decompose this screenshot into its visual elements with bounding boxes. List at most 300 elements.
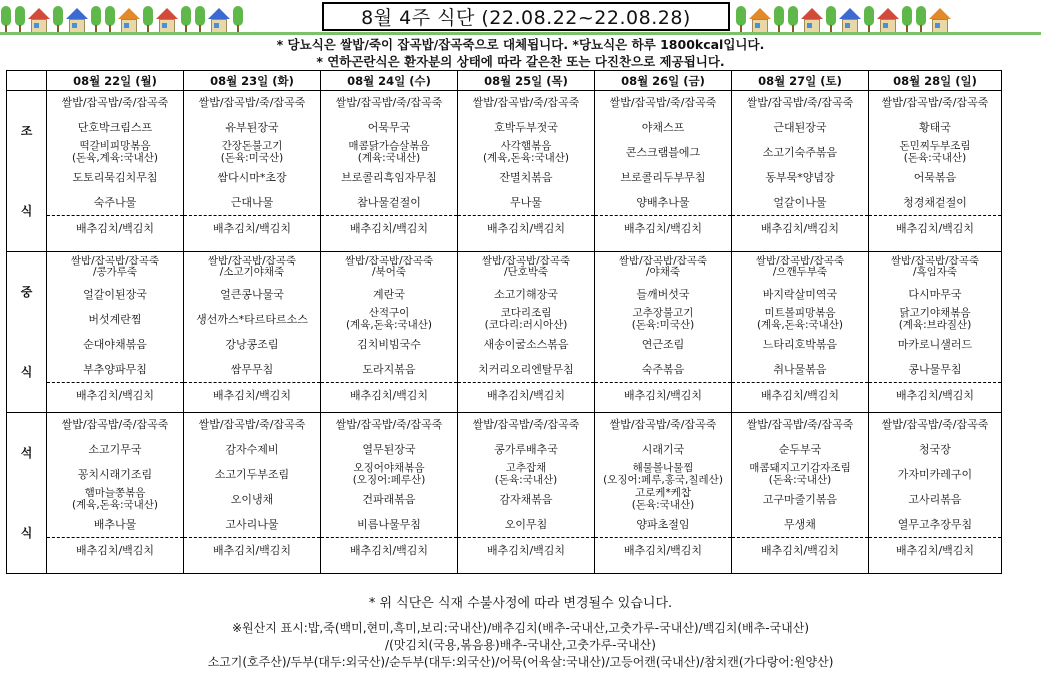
dish-text: 감자수제비 (225, 442, 279, 456)
dish-text: 쌀밥/잡곡밥/잡곡죽 (481, 254, 571, 267)
tree-icon (142, 6, 154, 34)
dish-item (321, 487, 457, 512)
dish-item (458, 357, 594, 383)
dish-text: (오징어:페루산) (352, 473, 426, 486)
staple-item (869, 252, 1001, 282)
dish-text: 시래기국 (641, 442, 685, 456)
dish-text: 바지락살미역국 (762, 287, 838, 301)
lunch-row (7, 252, 1002, 413)
dinner-row (7, 413, 1002, 574)
dish-text: (돈육:국내산) (631, 498, 695, 511)
dish-text: /으깬두부죽 (772, 266, 828, 278)
dish-text: 배추김치/백김치 (895, 221, 975, 235)
dish-item (184, 512, 320, 538)
dish-item (184, 165, 320, 190)
staple-item (869, 413, 1001, 437)
dish-item (184, 437, 320, 462)
dish-item (732, 437, 868, 462)
house-icon (208, 8, 230, 34)
dish-item (47, 462, 183, 487)
day-menu-cell (869, 413, 1002, 574)
dish-text: 계란국 (373, 287, 405, 301)
kimchi-item (321, 538, 457, 563)
dish-text: 브로콜리두부무침 (620, 170, 706, 184)
dish-text: 돈민찌두부조림 (899, 140, 971, 152)
dish-item (321, 332, 457, 357)
dish-text: 고사리나물 (225, 517, 279, 531)
dish-text: 배추김치/백김치 (486, 221, 566, 235)
dish-text: 유부된장국 (225, 120, 279, 134)
staple-item (458, 252, 594, 282)
dish-text: 숙주볶음 (641, 362, 685, 376)
dish-text: 오이무침 (504, 517, 548, 531)
dish-text: 간장돈불고기 (221, 140, 283, 152)
dish-text: 도라지볶음 (362, 362, 416, 376)
day-menu-cell (732, 413, 869, 574)
dish-text: 오징어야채볶음 (353, 462, 425, 474)
dish-text: 부추양파무침 (83, 362, 147, 376)
kimchi-item (458, 216, 594, 241)
dish-text: 황태국 (919, 120, 951, 134)
dish-text: 소고기무국 (88, 442, 142, 456)
house-icon (929, 8, 951, 34)
day-header: 08월 24일 (수) (321, 71, 458, 91)
dish-text: 쌀밥/잡곡밥/죽/잡곡죽 (61, 418, 169, 431)
dish-text: 쌀밥/잡곡밥/죽/잡곡죽 (198, 96, 306, 109)
dish-item (184, 332, 320, 357)
dish-item (595, 307, 731, 332)
kimchi-item (47, 383, 183, 408)
dish-text: 배추김치/백김치 (623, 543, 703, 557)
staple-item (47, 91, 183, 115)
dish-text: 콩나물무침 (908, 362, 962, 376)
dish-item (184, 307, 320, 332)
staple-item (321, 91, 457, 115)
dish-text: (오징어:페루,홍국,칠레산) (603, 473, 723, 486)
dish-item (595, 190, 731, 216)
dish-text: 어묵무국 (367, 120, 411, 134)
dish-text: 무나물 (510, 195, 542, 209)
dish-text: 들깨버섯국 (636, 287, 690, 301)
day-menu-cell (47, 252, 184, 413)
staple-item (732, 413, 868, 437)
dish-text: 배추김치/백김치 (486, 543, 566, 557)
dish-text: 배추김치/백김치 (895, 543, 975, 557)
dish-text: 쌀밥/잡곡밥/죽/잡곡죽 (335, 96, 443, 109)
kimchi-item (184, 383, 320, 408)
dish-item (595, 512, 731, 538)
weekly-menu-table (6, 70, 1002, 574)
day-header: 08월 25일 (목) (458, 71, 595, 91)
staple-item (595, 91, 731, 115)
staple-item (595, 252, 731, 282)
dish-text: 얼갈이된장국 (83, 287, 147, 301)
dish-text: 무생채 (784, 517, 816, 531)
kimchi-item (47, 538, 183, 563)
dish-item (321, 140, 457, 165)
dish-text: 산적구이 (368, 307, 410, 319)
dish-text: 새송이굴소스볶음 (483, 337, 569, 351)
tree-icon (825, 6, 837, 34)
dish-text: 순두부국 (778, 442, 822, 456)
dish-text: 단호박크림스프 (77, 120, 153, 134)
dish-text: 떡갈비피망볶음 (79, 140, 151, 152)
dish-text: (계육,돈육:국내산) (345, 318, 433, 331)
dish-text: (돈육,계육:국내산) (71, 151, 159, 164)
dish-text: 미트볼피망볶음 (764, 307, 836, 319)
dish-text: (계육,돈육:국내산) (71, 498, 159, 511)
dish-item (869, 282, 1001, 307)
dish-text: (계육:브라질산) (898, 318, 972, 331)
dish-text: (코다리:러시아산) (484, 318, 568, 331)
dish-text: 청국장 (919, 442, 951, 456)
day-menu-cell (458, 252, 595, 413)
kimchi-item (869, 383, 1001, 408)
dish-item (458, 165, 594, 190)
header-banner (0, 0, 1041, 36)
dish-item (869, 487, 1001, 512)
day-menu-cell (458, 91, 595, 252)
day-header: 08월 22일 (월) (47, 71, 184, 91)
kimchi-item (321, 216, 457, 241)
tree-icon (863, 6, 875, 34)
dish-text: 쌀밥/잡곡밥/죽/잡곡죽 (746, 418, 854, 431)
house-icon (118, 8, 140, 34)
day-header-row (7, 71, 1002, 91)
dish-item (869, 512, 1001, 538)
day-menu-cell (458, 413, 595, 574)
dish-text: 동부묵*양념장 (765, 170, 835, 184)
dish-text: /흑임자죽 (912, 266, 958, 278)
dish-text: 배추김치/백김치 (486, 388, 566, 402)
dish-text: (돈육:국내산) (903, 151, 967, 164)
meal-label-top: 중 (20, 285, 33, 299)
change-notice: * 위 식단은 식재 수불사정에 따라 변경될수 있습니다. (368, 596, 673, 611)
staple-item (458, 413, 594, 437)
day-menu-cell (321, 91, 458, 252)
dish-text: 배추김치/백김치 (212, 543, 292, 557)
day-menu-cell (184, 413, 321, 574)
dish-item (458, 512, 594, 538)
dish-text: 쌀밥/잡곡밥/잡곡죽 (70, 254, 160, 267)
dish-text: 쌀밥/잡곡밥/죽/잡곡죽 (609, 96, 717, 109)
dish-text: 다시마무국 (908, 287, 962, 301)
dish-text: 해물볼나물찜 (632, 462, 694, 474)
meal-label-bottom: 식 (20, 204, 33, 218)
dish-item (869, 357, 1001, 383)
dish-text: 근대된장국 (773, 120, 827, 134)
dish-item (47, 332, 183, 357)
dish-text: 쌀밥/잡곡밥/죽/잡곡죽 (335, 418, 443, 431)
dish-item (184, 115, 320, 140)
dish-text: 배추김치/백김치 (212, 221, 292, 235)
dish-item (595, 357, 731, 383)
dish-text: 취나물볶음 (773, 362, 827, 376)
staple-item (184, 252, 320, 282)
dish-text: 숙주나물 (93, 195, 137, 209)
dish-text: 근대나물 (230, 195, 274, 209)
lunch-label (7, 252, 47, 413)
dish-text: (계육,돈육:국내산) (756, 318, 844, 331)
origin-line-1: ※원산지 표시:밥,죽(백미,현미,흑미,보리:국내산)/배추김치(배추-국내산,고춧가루-국내산)/백김치(배추-국내산) (231, 621, 810, 635)
dish-text: 쌀밥/잡곡밥/죽/잡곡죽 (472, 418, 580, 431)
tree-icon (14, 6, 26, 34)
dish-text: 양파초절임 (636, 517, 690, 531)
dish-item (869, 332, 1001, 357)
dish-item (869, 140, 1001, 165)
tree-icon (901, 6, 913, 34)
dish-text: 배추김치/백김치 (623, 388, 703, 402)
meal-label-bottom: 식 (20, 526, 33, 540)
dish-text: 버섯계란찜 (88, 312, 142, 326)
dish-text: 열무고추장무침 (897, 517, 973, 531)
dish-text: 쌀밥/잡곡밥/죽/잡곡죽 (61, 96, 169, 109)
dish-text: /야채죽 (646, 266, 680, 278)
dish-text: 얼큰콩나물국 (220, 287, 284, 301)
kimchi-item (184, 538, 320, 563)
dish-text: 어묵볶음 (913, 170, 957, 184)
dish-item (732, 115, 868, 140)
dish-text: 배추김치/백김치 (349, 543, 429, 557)
dish-text: 배추김치/백김치 (212, 388, 292, 402)
tree-icon (194, 6, 206, 34)
dish-text: 쌀밥/잡곡밥/죽/잡곡죽 (198, 418, 306, 431)
dish-item (732, 487, 868, 512)
dish-item (47, 190, 183, 216)
grass-strip (0, 32, 1041, 35)
dish-text: (돈육:미국산) (631, 318, 695, 331)
dish-item (595, 332, 731, 357)
dish-text: 치커리오리엔탈무침 (478, 362, 574, 376)
dish-item (732, 512, 868, 538)
day-menu-cell (869, 252, 1002, 413)
kimchi-item (732, 383, 868, 408)
dish-item (595, 165, 731, 190)
dish-item (47, 357, 183, 383)
dish-text: 배추김치/백김치 (760, 543, 840, 557)
kimchi-item (321, 383, 457, 408)
dish-item (869, 437, 1001, 462)
staple-item (595, 413, 731, 437)
dish-text: /단호박죽 (503, 266, 549, 278)
dish-item (47, 307, 183, 332)
dish-item (458, 190, 594, 216)
dish-item (184, 190, 320, 216)
diet-notes (0, 36, 1041, 70)
dish-text: 햄마늘쫑볶음 (84, 487, 146, 499)
dish-item (321, 357, 457, 383)
dish-item (321, 115, 457, 140)
kimchi-item (732, 538, 868, 563)
day-menu-cell (184, 91, 321, 252)
tree-icon (915, 6, 927, 34)
dish-item (732, 332, 868, 357)
tree-icon (232, 6, 244, 34)
dish-item (321, 282, 457, 307)
dish-item (321, 165, 457, 190)
day-header: 08월 23일 (화) (184, 71, 321, 91)
dish-text: 배추김치/백김치 (623, 221, 703, 235)
dish-text: 호박두부젓국 (494, 120, 558, 134)
dish-text: 가자미카레구이 (897, 467, 973, 481)
dish-item (184, 487, 320, 512)
dish-text: 배추김치/백김치 (349, 388, 429, 402)
dish-text: 쌀밥/잡곡밥/잡곡죽 (618, 254, 708, 267)
dish-item (184, 462, 320, 487)
day-header: 08월 26일 (금) (595, 71, 732, 91)
dish-text: 열무된장국 (362, 442, 416, 456)
dish-item (184, 357, 320, 383)
staple-item (321, 252, 457, 282)
dish-item (732, 190, 868, 216)
dish-text: 배추김치/백김치 (349, 221, 429, 235)
dish-item (595, 437, 731, 462)
meal-label-top: 석 (20, 446, 33, 460)
dish-text: 김치비빔국수 (357, 337, 421, 351)
dish-text: 쌀밥/잡곡밥/죽/잡곡죽 (746, 96, 854, 109)
day-menu-cell (595, 413, 732, 574)
dish-item (184, 140, 320, 165)
staple-item (184, 413, 320, 437)
dish-text: 배추김치/백김치 (75, 221, 155, 235)
tree-icon (773, 6, 785, 34)
kimchi-item (869, 216, 1001, 241)
staple-item (47, 413, 183, 437)
dish-text: 콘스크램블에그 (625, 145, 701, 159)
dish-text: 얼갈이나물 (773, 195, 827, 209)
dish-text: 배추나물 (93, 517, 137, 531)
dish-item (869, 190, 1001, 216)
day-menu-cell (595, 91, 732, 252)
dish-text: 강낭콩조림 (225, 337, 279, 351)
dish-text: 청경채겉절이 (903, 195, 967, 209)
dish-text: 쌈무무침 (230, 362, 274, 376)
dish-text: 고로케*케찹 (635, 487, 691, 499)
dish-text: 잔멸치볶음 (499, 170, 553, 184)
dish-item (869, 165, 1001, 190)
dish-text: (돈육:국내산) (494, 473, 558, 486)
dish-item (321, 462, 457, 487)
breakfast-label (7, 91, 47, 252)
dish-item (47, 282, 183, 307)
dish-text: 소고기해장국 (494, 287, 558, 301)
dish-item (321, 190, 457, 216)
dish-text: 양배추나물 (636, 195, 690, 209)
dish-text: 비름나물무침 (357, 517, 421, 531)
dish-text: 순대야채볶음 (83, 337, 147, 351)
dish-item (732, 357, 868, 383)
dish-item (869, 307, 1001, 332)
dish-item (458, 307, 594, 332)
dish-item (321, 512, 457, 538)
dish-text: 쌀밥/잡곡밥/잡곡죽 (207, 254, 297, 267)
dish-text: 닭고기야채볶음 (899, 307, 971, 319)
diabetic-note: * 당뇨식은 쌀밥/죽이 잡곡밥/잡곡죽으로 대체됩니다. *당뇨식은 하루 1800kcal입니다. (276, 37, 765, 52)
kimchi-item (732, 216, 868, 241)
dish-text: /소고기야채죽 (219, 266, 285, 278)
kimchi-item (595, 538, 731, 563)
day-menu-cell (321, 252, 458, 413)
dish-text: 배추김치/백김치 (760, 221, 840, 235)
dish-text: 쌀밥/잡곡밥/잡곡죽 (755, 254, 845, 267)
day-menu-cell (595, 252, 732, 413)
dish-item (458, 487, 594, 512)
dish-text: 고추잡채 (505, 462, 547, 474)
dish-text: 꽁치시래기조림 (77, 467, 153, 481)
dish-item (458, 462, 594, 487)
tree-icon (787, 6, 799, 34)
dish-item (869, 462, 1001, 487)
dish-item (458, 140, 594, 165)
dish-item (458, 332, 594, 357)
tree-icon (90, 6, 102, 34)
staple-item (321, 413, 457, 437)
origin-line-3: 소고기(호주산)/두부(대두:외국산)/순두부(대두:외국산)/어묵(어육살:국내산)/고등어캔(국내산)/참치캔(가다랑어:원양산) (207, 655, 834, 669)
dish-item (458, 437, 594, 462)
day-header: 08월 28일 (일) (869, 71, 1002, 91)
dish-item (47, 140, 183, 165)
dish-text: 소고기두부조림 (214, 467, 290, 481)
dish-text: 사각햄볶음 (500, 140, 552, 152)
dysphagia-note: * 연하곤란식은 환자분의 상태에 따라 갈은찬 또는 다진찬으로 제공됩니다. (316, 54, 725, 69)
dish-item (47, 115, 183, 140)
dish-item (47, 512, 183, 538)
dish-text: 쌀밥/잡곡밥/죽/잡곡죽 (472, 96, 580, 109)
dish-item (321, 437, 457, 462)
dish-item (732, 307, 868, 332)
dish-item (321, 307, 457, 332)
dish-text: /북어죽 (372, 266, 406, 278)
dish-item (458, 115, 594, 140)
dish-item (47, 487, 183, 512)
dish-item (47, 437, 183, 462)
dish-text: (계육:국내산) (357, 151, 421, 164)
dish-text: 도토리묵김치무침 (72, 170, 158, 184)
breakfast-row (7, 91, 1002, 252)
dish-text: 배추김치/백김치 (760, 388, 840, 402)
kimchi-item (869, 538, 1001, 563)
dish-text: 고추장불고기 (632, 307, 694, 319)
dish-text: 쌀밥/잡곡밥/잡곡죽 (890, 254, 980, 267)
kimchi-item (595, 383, 731, 408)
village-illustration-left (0, 0, 318, 34)
dish-text: 소고기숙주볶음 (762, 145, 838, 159)
day-menu-cell (47, 91, 184, 252)
house-icon (156, 8, 178, 34)
dish-item (732, 165, 868, 190)
day-menu-cell (732, 91, 869, 252)
dish-text: 감자채볶음 (499, 492, 553, 506)
dish-text: 매콤닭가슴살볶음 (348, 140, 430, 152)
dish-text: 오이냉채 (230, 492, 274, 506)
dish-text: 느타리호박볶음 (762, 337, 838, 351)
house-icon (28, 8, 50, 34)
dinner-label (7, 413, 47, 574)
dish-text: (돈육:미국산) (220, 151, 284, 164)
house-icon (839, 8, 861, 34)
kimchi-item (458, 383, 594, 408)
dish-item (595, 462, 731, 487)
dish-item (458, 282, 594, 307)
dish-text: /콩가루죽 (92, 266, 138, 278)
dish-text: (계육,돈육:국내산) (482, 151, 570, 164)
tree-icon (0, 6, 12, 34)
dish-text: 쌀밥/잡곡밥/죽/잡곡죽 (881, 418, 989, 431)
tree-icon (735, 6, 747, 34)
dish-item (869, 115, 1001, 140)
dish-item (732, 462, 868, 487)
meal-label-top: 조 (20, 124, 33, 138)
